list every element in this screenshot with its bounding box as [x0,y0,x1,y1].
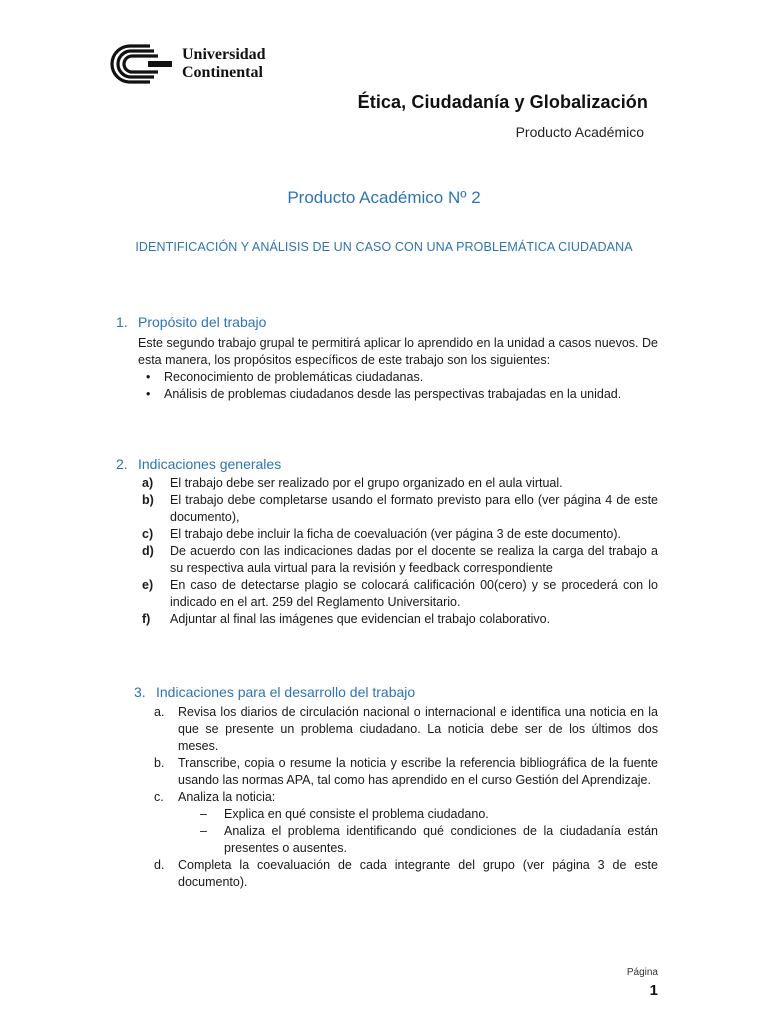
item-text: El trabajo debe ser realizado por el grupo organizado en el aula virtual. [170,476,563,490]
list-item [142,611,658,628]
page-label: Página [626,967,658,978]
item-text: Analiza la noticia: [178,790,276,804]
university-logo [108,42,266,86]
section-3-sublist [178,806,658,857]
section-3-heading [134,684,415,700]
item-text: En caso de detectarse plagio se colocará calificación 00(cero) y se procederá con lo indicado en el art. 259 del Reglamento Universitario. [170,578,658,609]
section-2-number: 2. [116,456,128,472]
list-item [142,369,658,386]
course-subtitle: Producto Académico [515,124,644,140]
list-item [142,577,658,611]
item-label: d. [154,858,165,872]
section-2-heading [116,456,281,472]
item-text: Revisa los diarios de circulación nacional o internacional e identifica una noticia en la que se presente un problema ciudadano. La noticia debe ser de los últimos dos meses. [178,705,658,753]
university-name-line1: Universidad [182,46,266,63]
item-label: f) [142,612,151,626]
item-label: c) [142,527,154,541]
item-text: Completa la coevaluación de cada integrante del grupo (ver página 3 de este documento). [178,858,658,889]
item-text: El trabajo debe completarse usando el formato previsto para ello (ver página 4 de este documento), [170,493,658,524]
section-1-paragraph: Este segundo trabajo grupal te permitirá aplicar lo aprendido en la unidad a casos nuevos. De esta manera, los propósitos específicos de este trabajo son los siguientes: [138,336,658,367]
section-3-number: 3. [134,684,146,700]
item-text: Transcribe, copia o resume la noticia y escribe la referencia bibliográfica de la fuente usando las normas APA, tal como has aprendido en el curso Gestión del Aprendizaje. [178,756,658,787]
item-label: b) [142,493,154,507]
list-item [142,526,658,543]
item-text: El trabajo debe incluir la ficha de coevaluación (ver página 3 de este documento). [170,527,621,541]
item-label: c. [154,790,164,804]
item-label: a. [154,705,165,719]
item-label: e) [142,578,154,592]
list-item [150,857,658,891]
continental-logo-icon [108,42,174,86]
section-3-title: Indicaciones para el desarrollo del trabajo [156,684,416,700]
section-1-title: Propósito del trabajo [138,314,267,330]
list-item [150,755,658,789]
list-item [142,475,658,492]
list-item [142,386,658,403]
section-2-title: Indicaciones generales [138,456,282,472]
dash-icon: – [200,824,207,838]
section-2-list [142,475,658,628]
item-text: De acuerdo con las indicaciones dadas por el docente se realiza la carga del trabajo a su respectiva aula virtual para la revisión y feedback correspondiente [170,544,658,575]
item-text: Adjuntar al final las imágenes que evidencian el trabajo colaborativo. [170,612,551,626]
list-item [142,543,658,577]
bullet-icon: • [146,370,151,384]
university-name-line2: Continental [182,64,263,81]
section-1-bullets [142,369,658,403]
university-name [182,46,266,82]
subitem-text: Explica en qué consiste el problema ciudadano. [224,807,489,821]
section-3-list [150,704,658,891]
item-label: b. [154,756,165,770]
bullet-text: Análisis de problemas ciudadanos desde las perspectivas trabajadas en la unidad. [164,387,622,401]
list-item [178,823,658,857]
list-item [142,492,658,526]
section-1-number: 1. [116,314,128,330]
list-item [150,704,658,755]
course-title: Ética, Ciudadanía y Globalización [357,92,648,112]
list-item [178,806,658,823]
bullet-icon: • [146,387,151,401]
list-item [150,789,658,857]
dash-icon: – [200,807,207,821]
document-subtitle: IDENTIFICACIÓN Y ANÁLISIS DE UN CASO CON UNA PROBLEMÁTICA CIUDADANA [135,240,633,254]
item-label: d) [142,544,154,558]
section-1-heading [116,314,266,330]
subitem-text: Analiza el problema identificando qué condiciones de la ciudadanía están presentes o ausentes. [224,824,658,855]
bullet-text: Reconocimiento de problemáticas ciudadanas. [164,370,424,384]
item-label: a) [142,476,154,490]
page-number: 1 [649,982,658,999]
document-title: Producto Académico Nº 2 [287,188,481,207]
